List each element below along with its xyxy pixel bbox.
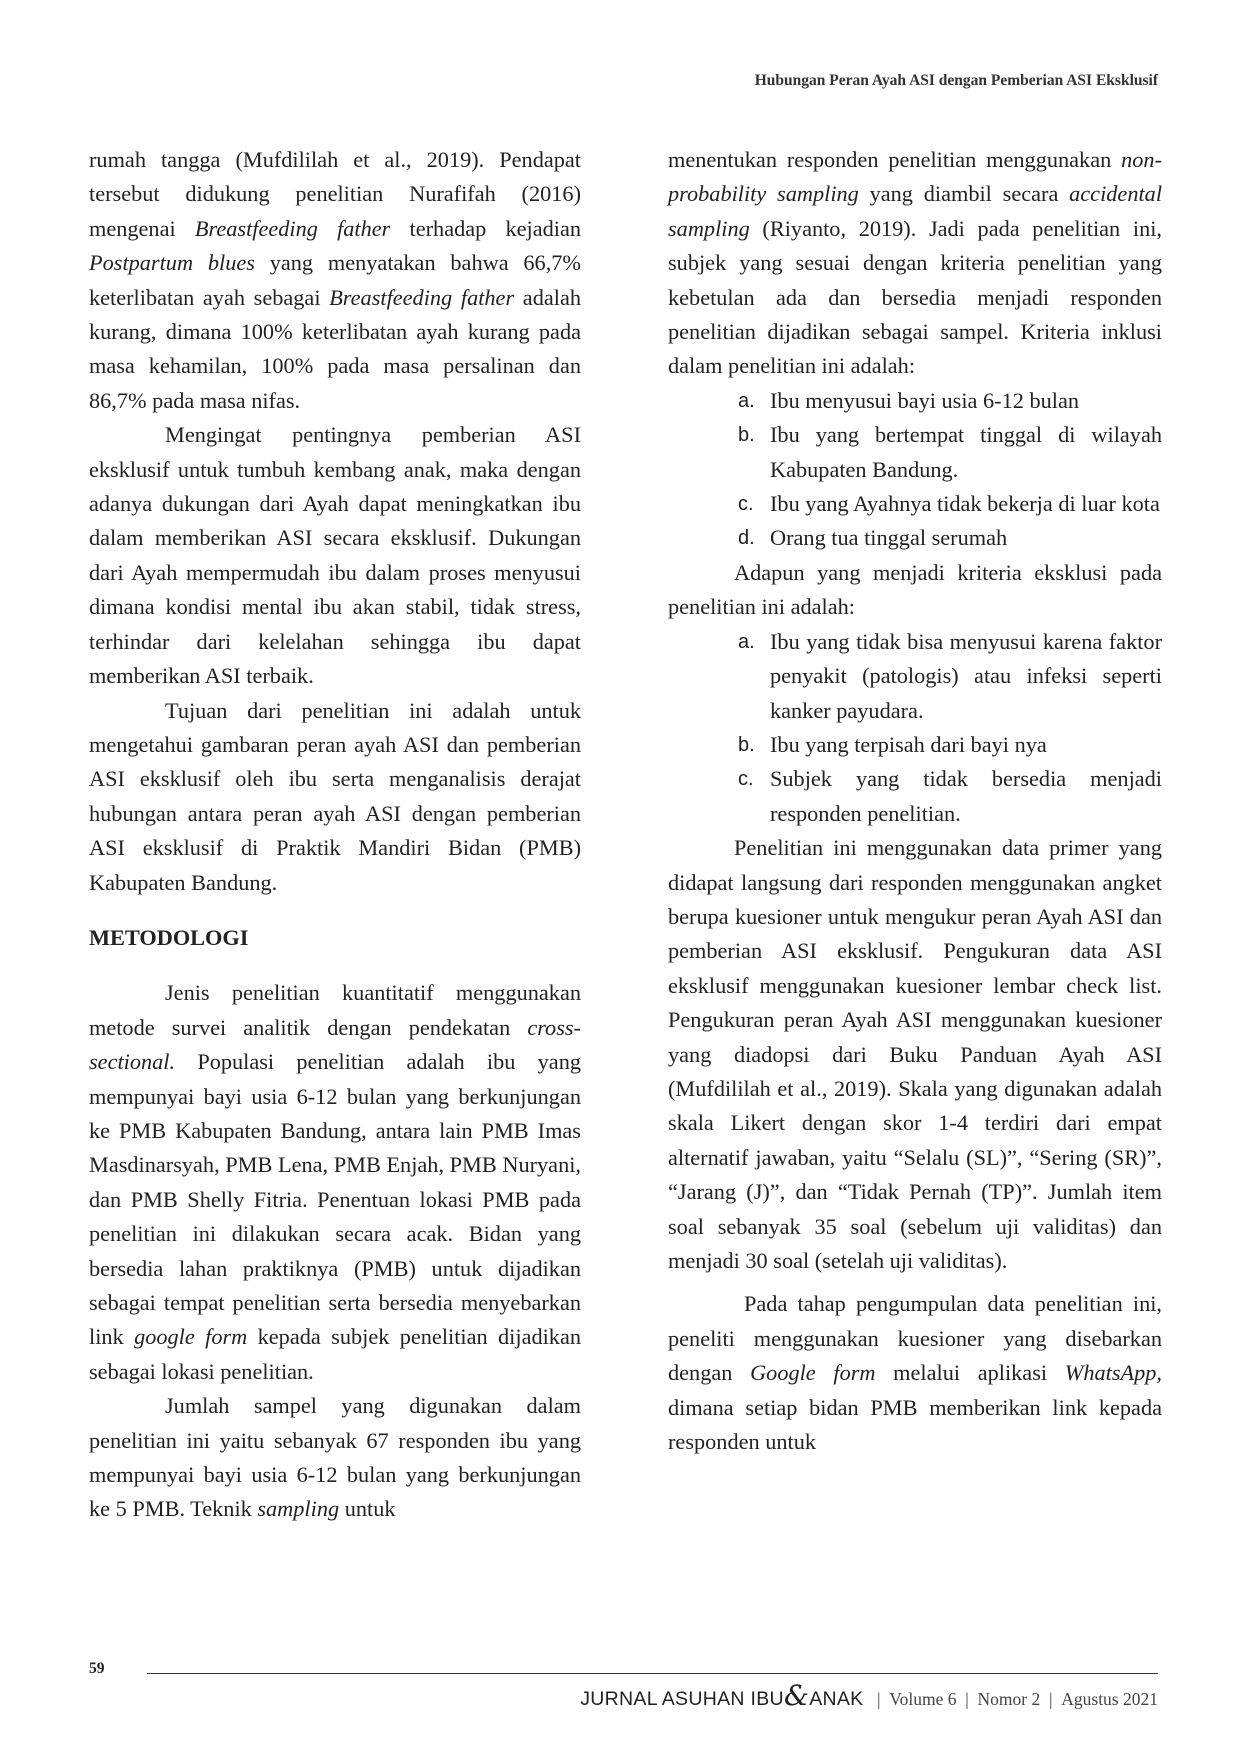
- list-item-text: Ibu menyusui bayi usia 6-12 bulan: [770, 387, 1080, 413]
- list-item: [738, 762, 1162, 831]
- separator: |: [965, 1689, 969, 1709]
- text-run: (Riyanto, 2019). Jadi pada penelitian ini, subjek yang sesuai dengan kriteria penelitian yang kebetulan ada dan bersedia menjadi responden penelitian dijadikan sebagai sampel. Kriteria inklusi dalam penelitian ini adalah:: [668, 215, 1162, 379]
- list-item: [738, 521, 1162, 555]
- text-run: kepada subjek penelitian dijadikan sebagai lokasi penelitian.: [89, 1324, 582, 1384]
- paragraph: [668, 1287, 1162, 1459]
- journal-footer: [580, 1679, 1158, 1712]
- paragraph: [89, 418, 581, 693]
- italic-run: WhatsApp,: [1064, 1360, 1162, 1386]
- list-marker: b.: [738, 733, 755, 756]
- text-run: Adapun yang menjadi kriteria eksklusi pada penelitian ini adalah:: [668, 559, 1162, 620]
- inclusion-criteria-list: [738, 384, 1162, 556]
- paragraph: [668, 831, 1162, 1278]
- list-item-text: Ibu yang terpisah dari bayi nya: [770, 731, 1047, 757]
- journal-ampersand: &: [783, 1679, 810, 1712]
- journal-name: [580, 1679, 864, 1712]
- text-run: yang menyatakan bahwa 66,7% keterlibatan ayah sebagai: [89, 250, 581, 310]
- exclusion-criteria-list: [738, 625, 1162, 831]
- paragraph: [668, 143, 1162, 384]
- text-run: Tujuan dari penelitian ini adalah untuk mengetahui gambaran peran ayah ASI dan pemberian ASI eksklusif oleh ibu serta menganalisis derajat hubungan antara peran ayah ASI dengan pemberian ASI eksklusif di Praktik Mandiri Bidan (PMB) Kabupaten Bandung.: [89, 697, 581, 895]
- right-column: [668, 143, 1162, 1459]
- text-run: untuk: [339, 1496, 396, 1522]
- list-item: [738, 625, 1162, 728]
- list-marker: a.: [738, 389, 755, 412]
- volume: Volume 6: [889, 1689, 957, 1709]
- text-run: Jumlah sampel yang digunakan dalam penelitian ini yaitu sebanyak 67 responden ibu yang mempunyai bayi usia 6-12 bulan yang berkunjungan ke 5 PMB. Teknik: [89, 1393, 581, 1522]
- text-run: Jenis penelitian kuantitatif menggunakan metode survei analitik dengan pendekatan: [89, 980, 581, 1040]
- list-item: [738, 487, 1162, 521]
- paragraph: [89, 143, 581, 418]
- list-marker: d.: [738, 527, 755, 550]
- footer-rule: [147, 1673, 1158, 1674]
- paragraph: [89, 694, 581, 900]
- italic-run: Postpartum blues: [89, 250, 255, 276]
- separator: |: [877, 1689, 881, 1709]
- italic-run: accidental sampling: [668, 181, 1163, 241]
- italic-run: cross-sectional.: [89, 1014, 581, 1075]
- list-marker: c.: [738, 493, 754, 516]
- list-item-text: Ibu yang Ayahnya tidak bekerja di luar kota: [770, 491, 1160, 517]
- section-heading: METODOLOGI: [89, 924, 249, 950]
- text-run: terhadap kejadian: [390, 215, 581, 241]
- text-run: Populasi penelitian adalah ibu yang mempunyai bayi usia 6-12 bulan yang berkunjungan ke PMB Kabupaten Bandung, antara lain PMB Imas Masdinarsyah, PMB Lena, PMB Enjah, PMB Nuryani, dan PMB Shelly Fitria. Penentuan lokasi PMB pada penelitian ini dilakukan secara acak. Bidan yang bersedia lahan praktiknya (PMB) untuk dijadikan sebagai tempat penelitian serta bersedia menyebarkan link: [89, 1049, 581, 1350]
- list-item-text: Subjek yang tidak bersedia menjadi responden penelitian.: [770, 766, 1162, 826]
- separator: |: [1048, 1689, 1053, 1709]
- text-run: menentukan responden penelitian menggunakan: [668, 147, 1122, 172]
- list-item-text: Ibu yang bertempat tinggal di wilayah Kabupaten Bandung.: [770, 422, 1162, 482]
- issue-date: Agustus 2021: [1061, 1689, 1158, 1709]
- paragraph: [89, 1389, 581, 1527]
- paragraph: [668, 556, 1162, 625]
- paragraph: [89, 976, 581, 1389]
- italic-run: Breastfeeding father: [329, 284, 515, 310]
- text-run: Mengingat pentingnya pemberian ASI eksklusif untuk tumbuh kembang anak, maka dengan adanya dukungan dari Ayah dapat meningkatkan ibu dalam memberikan ASI secara eksklusif. Dukungan dari Ayah mempermudah ibu dalam proses menyusui dimana kondisi mental ibu akan stabil, tidak stress, terhindar dari kelelahan sehingga ibu dapat memberikan ASI terbaik.: [89, 422, 581, 689]
- list-marker: b.: [738, 424, 755, 447]
- italic-run: sampling: [257, 1496, 340, 1522]
- journal-name-part1: JURNAL ASUHAN IBU: [580, 1688, 784, 1710]
- text-run: Pada tahap pengumpulan data penelitian ini, peneliti menggunakan kuesioner yang disebarkan dengan: [668, 1291, 1162, 1386]
- list-item-text: Ibu yang tidak bisa menyusui karena faktor penyakit (patologis) atau infeksi seperti kanker payudara.: [770, 628, 1162, 723]
- page-number: 59: [89, 1660, 105, 1677]
- list-item: [738, 418, 1162, 487]
- list-marker: c.: [738, 768, 754, 791]
- running-header: Hubungan Peran Ayah ASI dengan Pemberian ASI Eksklusif: [754, 72, 1158, 89]
- italic-run: Google form: [750, 1360, 876, 1386]
- text-run: Penelitian ini menggunakan data primer yang didapat langsung dari responden menggunakan angket berupa kuesioner untuk mengukur peran Ayah ASI dan pemberian ASI eksklusif. Pengukuran data ASI eksklusif menggunakan kuesioner lembar check list. Pengukuran peran Ayah ASI menggunakan kuesioner yang diadopsi dari Buku Panduan Ayah ASI (Mufdililah et al., 2019). Skala yang digunakan adalah skala Likert dengan skor 1-4 terdiri dari empat alternatif jawaban, yaitu “Selalu (SL)”, “Sering (SR)”, “Jarang (J)”, dan “Tidak Pernah (TP)”. Jumlah item soal sebanyak 35 soal (sebelum uji validitas) dan menjadi 30 soal (setelah uji validitas).: [668, 835, 1162, 1273]
- list-marker: a.: [738, 630, 755, 653]
- italic-run: Breastfeeding father: [194, 215, 391, 241]
- text-run: yang diambil secara: [858, 181, 1070, 207]
- text-run: adalah kurang, dimana 100% keterlibatan ayah kurang pada masa kehamilan, 100% pada masa persalinan dan 86,7% pada masa nifas.: [89, 284, 581, 413]
- list-item-text: Orang tua tinggal serumah: [770, 525, 1008, 551]
- italic-run: google form: [134, 1324, 248, 1350]
- issue-number: Nomor 2: [977, 1689, 1041, 1709]
- text-run: dimana setiap bidan PMB memberikan link kepada responden untuk: [668, 1394, 1162, 1455]
- text-run: rumah tangga (Mufdililah et al., 2019). Pendapat tersebut didukung penelitian Nurafifah (2016) mengenai: [89, 147, 581, 241]
- journal-name-part2: ANAK: [809, 1688, 864, 1710]
- left-column: [89, 143, 581, 1527]
- list-item: [738, 384, 1162, 418]
- list-item: [738, 728, 1162, 762]
- text-run: melalui aplikasi: [875, 1360, 1065, 1386]
- italic-run: non-probability sampling: [668, 147, 1162, 207]
